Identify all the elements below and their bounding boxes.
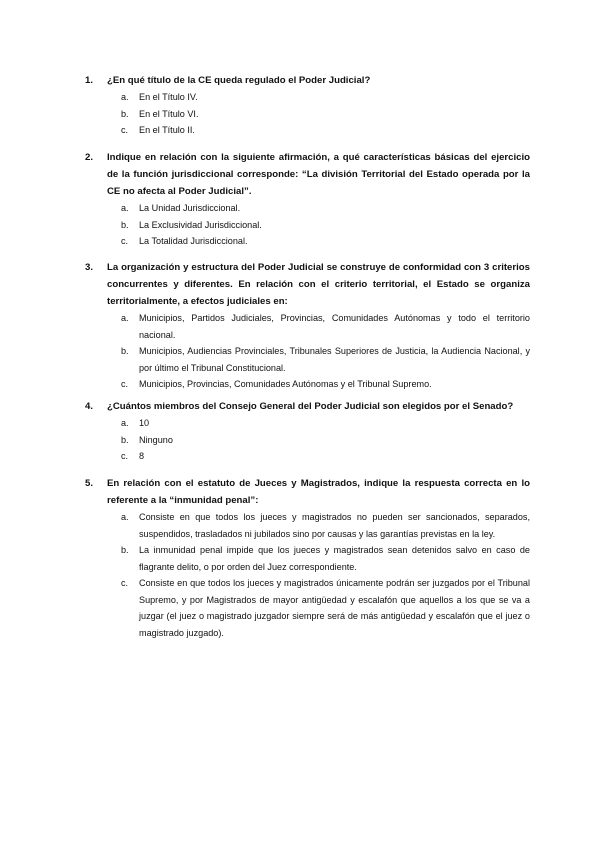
- option-text: 10: [139, 418, 150, 428]
- question-number: 3.: [85, 262, 94, 273]
- option-letter: c.: [121, 125, 129, 135]
- option-text: Municipios, Provincias, Comunidades Autónomas y el Tribunal Supremo.: [139, 379, 432, 389]
- option-letter: a.: [121, 418, 129, 428]
- option-text: La inmunidad penal impide que los jueces y magistrados sean detenidos salvo en caso de flagrante delito, o por orden del Juez correspondiente.: [139, 545, 530, 572]
- option-item: [121, 122, 530, 139]
- option-letter: b.: [121, 108, 129, 119]
- option-item: [121, 343, 530, 376]
- question-3: [85, 259, 530, 393]
- question-number: 5.: [85, 478, 94, 489]
- question-2: [85, 149, 530, 250]
- option-item: [121, 89, 530, 106]
- question-text: ¿Cuántos miembros del Consejo General del Poder Judicial son elegidos por el Senado?: [107, 401, 514, 412]
- question-text: ¿En qué título de la CE queda regulado el Poder Judicial?: [107, 75, 371, 86]
- option-text: Municipios, Audiencias Provinciales, Tribunales Superiores de Justicia, la Audiencia Nacional, y por último el Tribunal Constitucional.: [139, 346, 530, 373]
- option-letter: b.: [121, 219, 129, 230]
- options-list: [85, 415, 530, 465]
- option-text: Ninguno: [139, 434, 173, 445]
- option-item: [121, 415, 530, 432]
- question-number: 2.: [85, 152, 94, 163]
- option-letter: a.: [121, 512, 129, 522]
- option-item: [121, 310, 530, 343]
- options-list: [85, 509, 530, 641]
- option-letter: a.: [121, 203, 129, 213]
- options-list: [85, 89, 530, 139]
- question-text: En relación con el estatuto de Jueces y Magistrados, indique la respuesta correcta en lo referente a la “inmunidad penal”:: [107, 478, 530, 506]
- question-number: 4.: [85, 401, 94, 412]
- option-text: Municipios, Partidos Judiciales, Provincias, Comunidades Autónomas y todo el territorio nacional.: [139, 313, 530, 340]
- option-item: [121, 575, 530, 641]
- question-4: [85, 398, 530, 465]
- option-item: [121, 542, 530, 575]
- option-item: [121, 200, 530, 217]
- options-list: [85, 200, 530, 250]
- option-text: La Exclusividad Jurisdiccional.: [139, 219, 262, 230]
- option-text: La Unidad Jurisdiccional.: [139, 203, 241, 213]
- option-letter: b.: [121, 545, 129, 555]
- option-item: [121, 509, 530, 542]
- option-item: [121, 233, 530, 250]
- option-text: Consiste en que todos los jueces y magistrados únicamente podrán ser juzgados por el Tribunal Supremo, y por Magistrados de mayor antigüedad y escalafón que aquellos a los que se va a juzgar (el juez o magistrado juzgador siempre será de más antigüedad y escalafón que el juez o magistrado juzgado).: [139, 578, 530, 638]
- options-list: [85, 310, 530, 393]
- option-item: [121, 217, 530, 234]
- option-text: En el Título VI.: [139, 108, 199, 119]
- option-item: [121, 106, 530, 123]
- option-letter: c.: [121, 578, 129, 588]
- option-letter: c.: [121, 451, 129, 461]
- option-letter: b.: [121, 434, 129, 445]
- option-letter: b.: [121, 346, 129, 356]
- option-text: En el Título II.: [139, 125, 195, 135]
- question-5: [85, 475, 530, 641]
- option-item: [121, 432, 530, 449]
- option-letter: a.: [121, 313, 129, 323]
- option-item: [121, 376, 530, 393]
- question-text: La organización y estructura del Poder Judicial se construye de conformidad con 3 criterios concurrentes y diferentes. En relación con el criterio territorial, el Estado se organiza territorialmente, a efectos judiciales en:: [107, 262, 530, 307]
- option-letter: c.: [121, 379, 129, 389]
- option-text: 8: [139, 451, 145, 461]
- option-text: Consiste en que todos los jueces y magistrados no pueden ser sancionados, separados, suspendidos, trasladados ni jubilados sino por causas y las garantías previstas en la ley.: [139, 512, 530, 539]
- question-text: Indique en relación con la siguiente afirmación, a qué características básicas del ejercicio de la función jurisdiccional corresponde: “La división Territorial del Estado operada por la CE no afecta al Poder Judicial”.: [107, 152, 530, 197]
- option-letter: c.: [121, 236, 129, 246]
- option-text: La Totalidad Jurisdiccional.: [139, 236, 248, 246]
- option-letter: a.: [121, 92, 129, 102]
- question-number: 1.: [85, 75, 94, 86]
- option-item: [121, 448, 530, 465]
- question-1: [85, 72, 530, 139]
- option-text: En el Título IV.: [139, 92, 198, 102]
